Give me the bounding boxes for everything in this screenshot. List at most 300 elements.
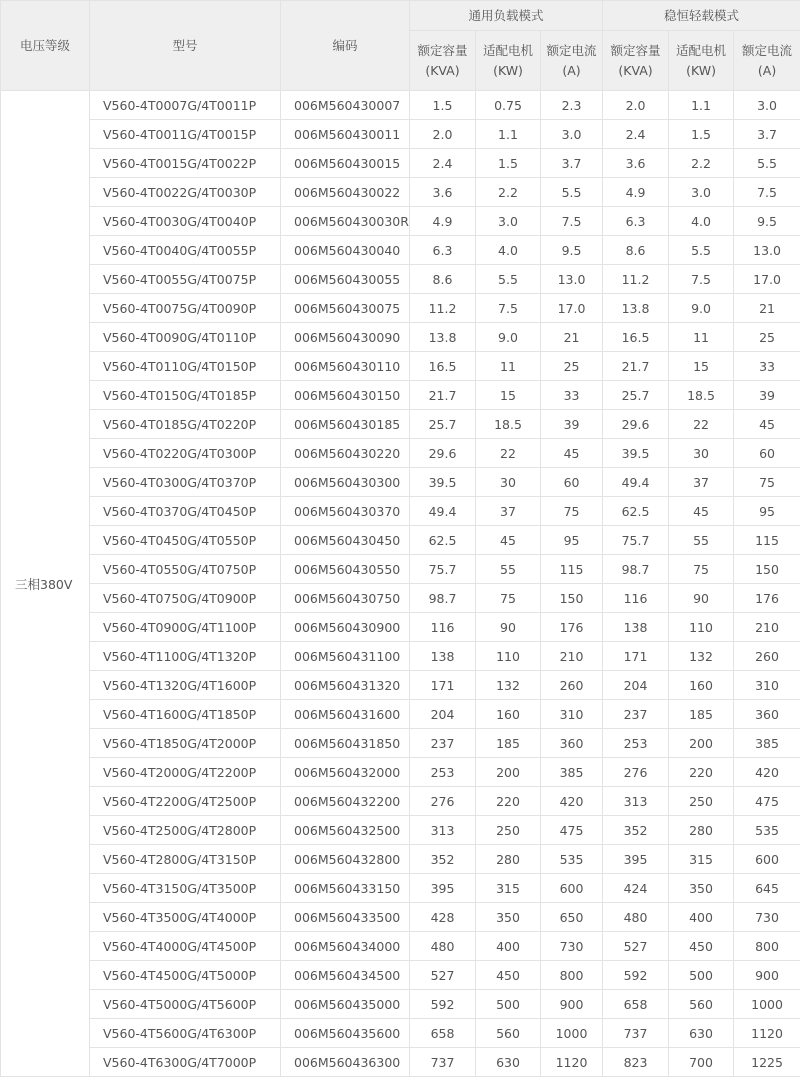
light-capacity-cell: 39.5 [603, 439, 669, 468]
general-current-cell: 420 [541, 787, 603, 816]
general-motor-cell: 450 [476, 961, 541, 990]
light-capacity-cell: 2.4 [603, 120, 669, 149]
model-cell: V560-4T0040G/4T0055P [90, 236, 281, 265]
light-capacity-cell: 204 [603, 671, 669, 700]
general-current-cell: 600 [541, 874, 603, 903]
general-capacity-cell: 313 [410, 816, 476, 845]
light-capacity-cell: 21.7 [603, 352, 669, 381]
general-current-cell: 360 [541, 729, 603, 758]
light-motor-cell: 75 [669, 555, 734, 584]
model-cell: V560-4T0075G/4T0090P [90, 294, 281, 323]
subheader-cell [734, 31, 800, 91]
light-capacity-cell: 592 [603, 961, 669, 990]
general-current-cell: 7.5 [541, 207, 603, 236]
light-motor-cell: 700 [669, 1048, 734, 1077]
general-current-cell: 650 [541, 903, 603, 932]
light-current-cell: 176 [734, 584, 800, 613]
general-current-cell: 95 [541, 526, 603, 555]
code-cell: 006M560434500 [281, 961, 410, 990]
model-cell: V560-4T0090G/4T0110P [90, 323, 281, 352]
table-row [1, 323, 800, 352]
general-motor-cell: 11 [476, 352, 541, 381]
table-row [1, 265, 800, 294]
light-current-cell: 730 [734, 903, 800, 932]
general-motor-cell: 15 [476, 381, 541, 410]
light-current-cell: 25 [734, 323, 800, 352]
general-current-cell: 900 [541, 990, 603, 1019]
general-motor-cell: 200 [476, 758, 541, 787]
light-current-cell: 1225 [734, 1048, 800, 1077]
light-capacity-cell: 29.6 [603, 410, 669, 439]
table-row [1, 178, 800, 207]
light-motor-cell: 450 [669, 932, 734, 961]
light-capacity-cell: 276 [603, 758, 669, 787]
light-capacity-cell: 737 [603, 1019, 669, 1048]
general-motor-cell: 5.5 [476, 265, 541, 294]
subheader-name: 额定容量 [610, 42, 661, 58]
general-current-cell: 75 [541, 497, 603, 526]
model-cell: V560-4T5000G/4T5600P [90, 990, 281, 1019]
code-cell: 006M560430055 [281, 265, 410, 294]
model-cell: V560-4T0450G/4T0550P [90, 526, 281, 555]
light-motor-cell: 185 [669, 700, 734, 729]
table-row [1, 874, 800, 903]
light-current-cell: 535 [734, 816, 800, 845]
table-row [1, 932, 800, 961]
model-cell: V560-4T0022G/4T0030P [90, 178, 281, 207]
light-current-cell: 33 [734, 352, 800, 381]
subheader-unit: (KW) [686, 62, 716, 78]
model-cell: V560-4T1100G/4T1320P [90, 642, 281, 671]
table-row [1, 845, 800, 874]
general-motor-cell: 250 [476, 816, 541, 845]
code-cell: 006M560430370 [281, 497, 410, 526]
light-current-cell: 7.5 [734, 178, 800, 207]
general-current-cell: 535 [541, 845, 603, 874]
model-cell: V560-4T1600G/4T1850P [90, 700, 281, 729]
general-capacity-cell: 75.7 [410, 555, 476, 584]
light-capacity-cell: 253 [603, 729, 669, 758]
general-motor-cell: 350 [476, 903, 541, 932]
table-row [1, 990, 800, 1019]
general-current-cell: 475 [541, 816, 603, 845]
table-row [1, 816, 800, 845]
table-row [1, 439, 800, 468]
general-capacity-cell: 3.6 [410, 178, 476, 207]
general-motor-cell: 30 [476, 468, 541, 497]
general-capacity-cell: 13.8 [410, 323, 476, 352]
code-cell: 006M560431100 [281, 642, 410, 671]
general-current-cell: 39 [541, 410, 603, 439]
code-cell: 006M560432000 [281, 758, 410, 787]
voltage-cell: 三相380V [1, 91, 90, 1077]
general-current-cell: 1120 [541, 1048, 603, 1077]
light-motor-cell: 3.0 [669, 178, 734, 207]
light-motor-cell: 400 [669, 903, 734, 932]
general-current-cell: 33 [541, 381, 603, 410]
light-capacity-cell: 49.4 [603, 468, 669, 497]
code-cell: 006M560434000 [281, 932, 410, 961]
model-cell: V560-4T0300G/4T0370P [90, 468, 281, 497]
light-current-cell: 475 [734, 787, 800, 816]
general-current-cell: 5.5 [541, 178, 603, 207]
general-motor-cell: 560 [476, 1019, 541, 1048]
light-current-cell: 39 [734, 381, 800, 410]
code-cell: 006M560430300 [281, 468, 410, 497]
code-cell: 006M560430022 [281, 178, 410, 207]
model-cell: V560-4T0011G/4T0015P [90, 120, 281, 149]
model-cell: V560-4T5600G/4T6300P [90, 1019, 281, 1048]
general-motor-cell: 400 [476, 932, 541, 961]
general-capacity-cell: 62.5 [410, 526, 476, 555]
general-current-cell: 13.0 [541, 265, 603, 294]
light-motor-cell: 15 [669, 352, 734, 381]
model-cell: V560-4T2800G/4T3150P [90, 845, 281, 874]
general-capacity-cell: 6.3 [410, 236, 476, 265]
light-current-cell: 95 [734, 497, 800, 526]
table-row [1, 468, 800, 497]
subheader-cell [410, 31, 476, 91]
general-capacity-cell: 428 [410, 903, 476, 932]
general-capacity-cell: 138 [410, 642, 476, 671]
general-current-cell: 176 [541, 613, 603, 642]
light-motor-cell: 250 [669, 787, 734, 816]
general-current-cell: 25 [541, 352, 603, 381]
general-current-cell: 800 [541, 961, 603, 990]
subheader-name: 额定电流 [546, 42, 597, 58]
general-current-cell: 210 [541, 642, 603, 671]
light-capacity-cell: 2.0 [603, 91, 669, 120]
general-capacity-cell: 1.5 [410, 91, 476, 120]
light-current-cell: 150 [734, 555, 800, 584]
model-cell: V560-4T0550G/4T0750P [90, 555, 281, 584]
general-current-cell: 60 [541, 468, 603, 497]
general-current-cell: 730 [541, 932, 603, 961]
code-cell: 006M560432800 [281, 845, 410, 874]
light-capacity-cell: 138 [603, 613, 669, 642]
subheader-cell [603, 31, 669, 91]
table-row [1, 149, 800, 178]
light-current-cell: 3.0 [734, 91, 800, 120]
general-current-cell: 45 [541, 439, 603, 468]
model-cell: V560-4T0030G/4T0040P [90, 207, 281, 236]
light-capacity-cell: 98.7 [603, 555, 669, 584]
light-current-cell: 420 [734, 758, 800, 787]
light-capacity-cell: 11.2 [603, 265, 669, 294]
model-cell: V560-4T0150G/4T0185P [90, 381, 281, 410]
general-capacity-cell: 352 [410, 845, 476, 874]
light-capacity-cell: 3.6 [603, 149, 669, 178]
general-motor-cell: 55 [476, 555, 541, 584]
light-motor-cell: 9.0 [669, 294, 734, 323]
general-motor-cell: 500 [476, 990, 541, 1019]
table-row [1, 236, 800, 265]
table-row [1, 961, 800, 990]
code-cell: 006M560432200 [281, 787, 410, 816]
light-motor-cell: 37 [669, 468, 734, 497]
code-cell: 006M560436300 [281, 1048, 410, 1077]
light-motor-cell: 2.2 [669, 149, 734, 178]
general-capacity-cell: 25.7 [410, 410, 476, 439]
general-current-cell: 3.7 [541, 149, 603, 178]
general-motor-cell: 18.5 [476, 410, 541, 439]
subheader-unit: (KVA) [618, 62, 653, 78]
code-cell: 006M560430030R [281, 207, 410, 236]
general-capacity-cell: 116 [410, 613, 476, 642]
light-motor-cell: 350 [669, 874, 734, 903]
light-motor-cell: 5.5 [669, 236, 734, 265]
light-motor-cell: 7.5 [669, 265, 734, 294]
subheader-name: 额定电流 [742, 42, 793, 58]
general-motor-cell: 315 [476, 874, 541, 903]
light-current-cell: 1000 [734, 990, 800, 1019]
model-cell: V560-4T0007G/4T0011P [90, 91, 281, 120]
general-current-cell: 21 [541, 323, 603, 352]
table-row [1, 1019, 800, 1048]
model-cell: V560-4T2500G/4T2800P [90, 816, 281, 845]
light-current-cell: 645 [734, 874, 800, 903]
table-row [1, 207, 800, 236]
header-code: 编码 [281, 1, 410, 91]
code-cell: 006M560430040 [281, 236, 410, 265]
model-cell: V560-4T2200G/4T2500P [90, 787, 281, 816]
header-model: 型号 [90, 1, 281, 91]
light-capacity-cell: 8.6 [603, 236, 669, 265]
light-capacity-cell: 527 [603, 932, 669, 961]
light-motor-cell: 1.1 [669, 91, 734, 120]
light-capacity-cell: 62.5 [603, 497, 669, 526]
general-motor-cell: 37 [476, 497, 541, 526]
light-current-cell: 360 [734, 700, 800, 729]
light-motor-cell: 630 [669, 1019, 734, 1048]
general-capacity-cell: 527 [410, 961, 476, 990]
general-capacity-cell: 4.9 [410, 207, 476, 236]
model-cell: V560-4T1850G/4T2000P [90, 729, 281, 758]
model-cell: V560-4T0015G/4T0022P [90, 149, 281, 178]
model-cell: V560-4T0055G/4T0075P [90, 265, 281, 294]
general-capacity-cell: 253 [410, 758, 476, 787]
general-motor-cell: 220 [476, 787, 541, 816]
light-motor-cell: 18.5 [669, 381, 734, 410]
light-current-cell: 210 [734, 613, 800, 642]
light-motor-cell: 45 [669, 497, 734, 526]
general-current-cell: 385 [541, 758, 603, 787]
light-motor-cell: 30 [669, 439, 734, 468]
table-row [1, 526, 800, 555]
general-motor-cell: 185 [476, 729, 541, 758]
code-cell: 006M560435600 [281, 1019, 410, 1048]
general-capacity-cell: 11.2 [410, 294, 476, 323]
light-current-cell: 75 [734, 468, 800, 497]
code-cell: 006M560430090 [281, 323, 410, 352]
code-cell: 006M560433500 [281, 903, 410, 932]
general-motor-cell: 132 [476, 671, 541, 700]
light-current-cell: 13.0 [734, 236, 800, 265]
general-capacity-cell: 49.4 [410, 497, 476, 526]
general-current-cell: 2.3 [541, 91, 603, 120]
general-capacity-cell: 237 [410, 729, 476, 758]
light-capacity-cell: 116 [603, 584, 669, 613]
light-capacity-cell: 16.5 [603, 323, 669, 352]
light-capacity-cell: 6.3 [603, 207, 669, 236]
general-capacity-cell: 171 [410, 671, 476, 700]
code-cell: 006M560430185 [281, 410, 410, 439]
general-current-cell: 17.0 [541, 294, 603, 323]
table-row [1, 381, 800, 410]
general-motor-cell: 1.1 [476, 120, 541, 149]
table-row [1, 352, 800, 381]
light-current-cell: 260 [734, 642, 800, 671]
model-cell: V560-4T0110G/4T0150P [90, 352, 281, 381]
header-light-mode: 稳恒轻载模式 [603, 1, 800, 31]
light-current-cell: 3.7 [734, 120, 800, 149]
code-cell: 006M560430150 [281, 381, 410, 410]
general-motor-cell: 630 [476, 1048, 541, 1077]
light-capacity-cell: 75.7 [603, 526, 669, 555]
model-cell: V560-4T2000G/4T2200P [90, 758, 281, 787]
model-cell: V560-4T0370G/4T0450P [90, 497, 281, 526]
code-cell: 006M560430550 [281, 555, 410, 584]
table-row [1, 613, 800, 642]
subheader-unit: (KW) [493, 62, 523, 78]
subheader-unit: (A) [757, 62, 777, 78]
general-current-cell: 3.0 [541, 120, 603, 149]
model-cell: V560-4T0900G/4T1100P [90, 613, 281, 642]
light-motor-cell: 220 [669, 758, 734, 787]
light-motor-cell: 500 [669, 961, 734, 990]
light-current-cell: 600 [734, 845, 800, 874]
general-motor-cell: 160 [476, 700, 541, 729]
general-capacity-cell: 480 [410, 932, 476, 961]
light-motor-cell: 560 [669, 990, 734, 1019]
code-cell: 006M560431850 [281, 729, 410, 758]
table-row [1, 497, 800, 526]
table-row [1, 555, 800, 584]
table-row [1, 91, 800, 120]
code-cell: 006M560431320 [281, 671, 410, 700]
general-motor-cell: 110 [476, 642, 541, 671]
code-cell: 006M560430220 [281, 439, 410, 468]
model-cell: V560-4T0220G/4T0300P [90, 439, 281, 468]
model-cell: V560-4T6300G/4T7000P [90, 1048, 281, 1077]
model-cell: V560-4T1320G/4T1600P [90, 671, 281, 700]
light-motor-cell: 55 [669, 526, 734, 555]
light-capacity-cell: 4.9 [603, 178, 669, 207]
table-row [1, 787, 800, 816]
light-capacity-cell: 13.8 [603, 294, 669, 323]
code-cell: 006M560430450 [281, 526, 410, 555]
general-motor-cell: 9.0 [476, 323, 541, 352]
general-current-cell: 115 [541, 555, 603, 584]
code-cell: 006M560430011 [281, 120, 410, 149]
general-motor-cell: 3.0 [476, 207, 541, 236]
light-current-cell: 1120 [734, 1019, 800, 1048]
general-capacity-cell: 29.6 [410, 439, 476, 468]
general-motor-cell: 45 [476, 526, 541, 555]
code-cell: 006M560431600 [281, 700, 410, 729]
header-general-mode: 通用负载模式 [410, 1, 603, 31]
subheader-name: 额定容量 [417, 42, 468, 58]
light-capacity-cell: 237 [603, 700, 669, 729]
light-capacity-cell: 395 [603, 845, 669, 874]
light-capacity-cell: 823 [603, 1048, 669, 1077]
light-motor-cell: 280 [669, 816, 734, 845]
general-capacity-cell: 276 [410, 787, 476, 816]
general-motor-cell: 75 [476, 584, 541, 613]
light-motor-cell: 90 [669, 584, 734, 613]
light-capacity-cell: 424 [603, 874, 669, 903]
table-row [1, 294, 800, 323]
general-motor-cell: 280 [476, 845, 541, 874]
code-cell: 006M560430015 [281, 149, 410, 178]
light-current-cell: 385 [734, 729, 800, 758]
light-current-cell: 115 [734, 526, 800, 555]
general-current-cell: 150 [541, 584, 603, 613]
code-cell: 006M560430750 [281, 584, 410, 613]
general-capacity-cell: 39.5 [410, 468, 476, 497]
general-capacity-cell: 2.0 [410, 120, 476, 149]
general-capacity-cell: 204 [410, 700, 476, 729]
general-motor-cell: 22 [476, 439, 541, 468]
general-capacity-cell: 2.4 [410, 149, 476, 178]
table-row [1, 642, 800, 671]
general-motor-cell: 1.5 [476, 149, 541, 178]
light-current-cell: 60 [734, 439, 800, 468]
light-current-cell: 5.5 [734, 149, 800, 178]
general-current-cell: 260 [541, 671, 603, 700]
table-row [1, 729, 800, 758]
table-header [1, 1, 800, 91]
light-motor-cell: 4.0 [669, 207, 734, 236]
light-motor-cell: 160 [669, 671, 734, 700]
light-current-cell: 800 [734, 932, 800, 961]
general-motor-cell: 2.2 [476, 178, 541, 207]
general-current-cell: 9.5 [541, 236, 603, 265]
header-voltage: 电压等级 [1, 1, 90, 91]
subheader-cell [476, 31, 541, 91]
general-capacity-cell: 8.6 [410, 265, 476, 294]
general-motor-cell: 0.75 [476, 91, 541, 120]
model-cell: V560-4T4000G/4T4500P [90, 932, 281, 961]
light-current-cell: 310 [734, 671, 800, 700]
light-current-cell: 9.5 [734, 207, 800, 236]
light-current-cell: 900 [734, 961, 800, 990]
light-capacity-cell: 25.7 [603, 381, 669, 410]
table-row [1, 584, 800, 613]
subheader-unit: (A) [562, 62, 581, 78]
general-motor-cell: 7.5 [476, 294, 541, 323]
light-motor-cell: 11 [669, 323, 734, 352]
general-current-cell: 1000 [541, 1019, 603, 1048]
light-motor-cell: 22 [669, 410, 734, 439]
general-capacity-cell: 98.7 [410, 584, 476, 613]
general-motor-cell: 90 [476, 613, 541, 642]
table-row [1, 903, 800, 932]
light-capacity-cell: 658 [603, 990, 669, 1019]
model-cell: V560-4T0185G/4T0220P [90, 410, 281, 439]
code-cell: 006M560430075 [281, 294, 410, 323]
code-cell: 006M560435000 [281, 990, 410, 1019]
model-cell: V560-4T3150G/4T3500P [90, 874, 281, 903]
code-cell: 006M560430110 [281, 352, 410, 381]
light-current-cell: 21 [734, 294, 800, 323]
general-capacity-cell: 737 [410, 1048, 476, 1077]
general-capacity-cell: 658 [410, 1019, 476, 1048]
general-capacity-cell: 395 [410, 874, 476, 903]
general-motor-cell: 4.0 [476, 236, 541, 265]
model-cell: V560-4T0750G/4T0900P [90, 584, 281, 613]
subheader-unit: (KVA) [425, 62, 460, 78]
